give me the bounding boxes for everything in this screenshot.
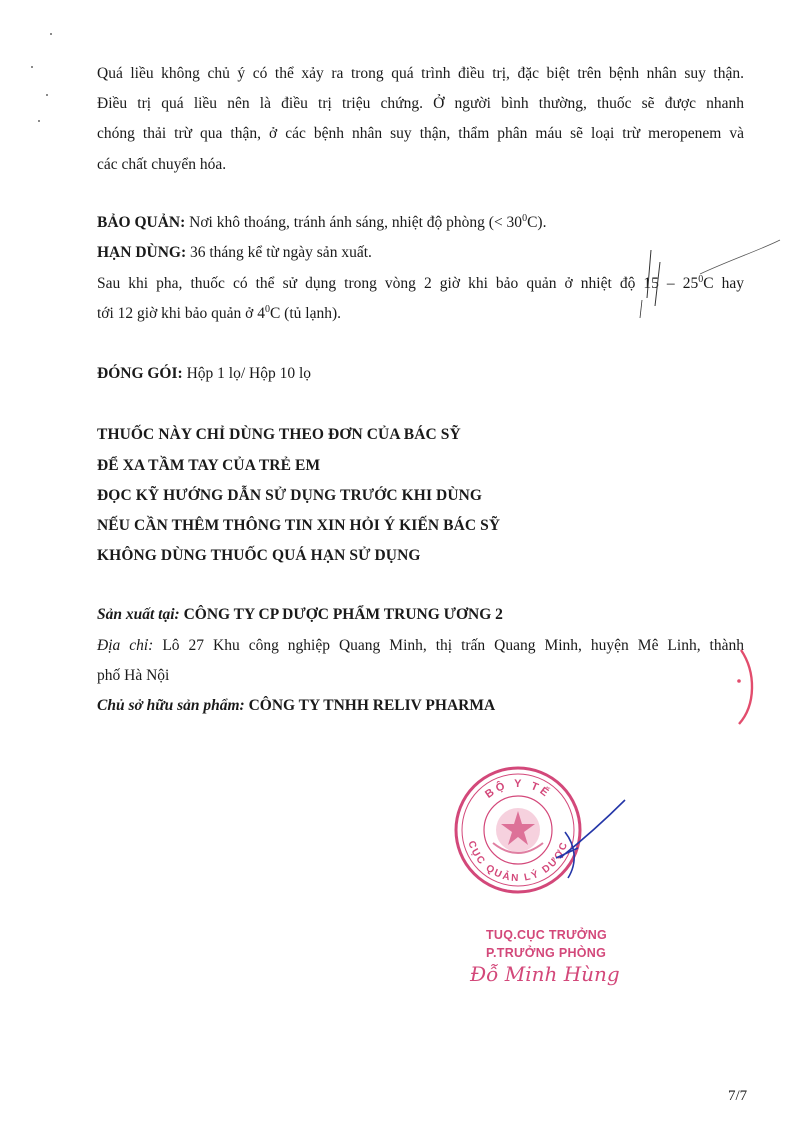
owner-label: Chủ sở hữu sản phẩm: <box>97 697 245 714</box>
overdose-line-4: các chất chuyển hóa. <box>97 156 227 173</box>
overdose-line-3: chóng thải trừ qua thận, ở các bệnh nhân suy thận, thẩm phân máu sẽ loại trừ meropenem và <box>97 125 744 142</box>
reconstitution-degree: 0 <box>698 274 704 285</box>
warning-line: THUỐC NÀY CHỈ DÙNG THEO ĐƠN CỦA BÁC SỸ <box>97 426 461 443</box>
storage-degree: 0 <box>522 213 528 224</box>
page-number: 7/7 <box>728 1088 748 1104</box>
manufacturer-name: CÔNG TY CP DƯỢC PHẨM TRUNG ƯƠNG 2 <box>179 606 503 623</box>
reconstitution-line-2 <box>97 304 341 324</box>
reconstitution-text: Sau khi pha, thuốc có thể sử dụng trong vòng 2 giờ khi bảo quản ở nhiệt độ 15 – 25 <box>97 275 699 292</box>
reconstitution-text-end: C hay <box>703 275 744 292</box>
expiry-label: HẠN DÙNG: <box>97 244 187 261</box>
address-line-1 <box>97 636 744 656</box>
storage-label: BẢO QUẢN: <box>97 214 186 231</box>
scan-speck <box>38 120 40 122</box>
manufacturer-label: Sản xuất tại: <box>97 606 180 623</box>
scan-speck <box>46 94 48 96</box>
scan-speck <box>50 33 52 35</box>
warning-line: KHÔNG DÙNG THUỐC QUÁ HẠN SỬ DỤNG <box>97 547 421 564</box>
address-label: Địa chỉ: <box>97 637 154 654</box>
reconstitution-text-2-end: C (tủ lạnh). <box>269 305 341 322</box>
reconstitution-line-1 <box>97 274 744 294</box>
packaging-line <box>97 364 311 384</box>
approval-signer-name: Đỗ Minh Hùng <box>470 962 620 986</box>
storage-text-end: C). <box>527 214 547 231</box>
address-line-2: phố Hà Nội <box>97 667 170 684</box>
expiry-line <box>97 243 372 263</box>
reconstitution-text-2: tới 12 giờ khi bảo quản ở 4 <box>97 305 265 322</box>
reconstitution-degree-2: 0 <box>264 304 270 315</box>
scan-speck <box>31 66 33 68</box>
storage-text: Nơi khô thoáng, tránh ánh sáng, nhiệt độ phòng (< 30 <box>185 214 523 231</box>
seal-top-text: BỘ Y TẾ <box>483 777 553 801</box>
svg-text:BỘ Y TẾ <box>483 778 553 801</box>
packaging-text: Hộp 1 lọ/ Hộp 10 lọ <box>182 365 311 382</box>
manufacturer-line <box>97 605 503 625</box>
warning-line: ĐỌC KỸ HƯỚNG DẪN SỬ DỤNG TRƯỚC KHI DÙNG <box>97 487 483 504</box>
overdose-line-2: Điều trị quá liều nên là điều trị triệu chứng. Ở người bình thường, thuốc sẽ được nhanh <box>97 95 744 112</box>
warning-line: NẾU CẦN THÊM THÔNG TIN XIN HỎI Ý KIẾN BÁC SỸ <box>97 517 501 534</box>
storage-line <box>97 213 546 233</box>
packaging-label: ĐÓNG GÓI: <box>97 365 183 382</box>
owner-name: CÔNG TY TNHH RELIV PHARMA <box>244 697 496 714</box>
seal-bottom-text: CỤC QUẢN LÝ DƯỢC <box>465 839 571 885</box>
warning-line: ĐỂ XA TẦM TAY CỦA TRẺ EM <box>97 457 321 474</box>
expiry-text: 36 tháng kể từ ngày sản xuất. <box>186 244 372 261</box>
approval-title-2: P.TRƯỞNG PHÒNG <box>486 946 607 960</box>
overdose-line-1: Quá liều không chủ ý có thể xảy ra trong quá trình điều trị, đặc biệt trên bệnh nhân suy thận. <box>97 65 744 82</box>
approval-title-1: TUQ.CỤC TRƯỞNG <box>486 928 608 942</box>
ministry-seal-stamp <box>453 765 583 895</box>
address-text: Lô 27 Khu công nghiệp Quang Minh, thị trấn Quang Minh, huyện Mê Linh, thành <box>153 637 744 654</box>
owner-line <box>97 696 495 716</box>
